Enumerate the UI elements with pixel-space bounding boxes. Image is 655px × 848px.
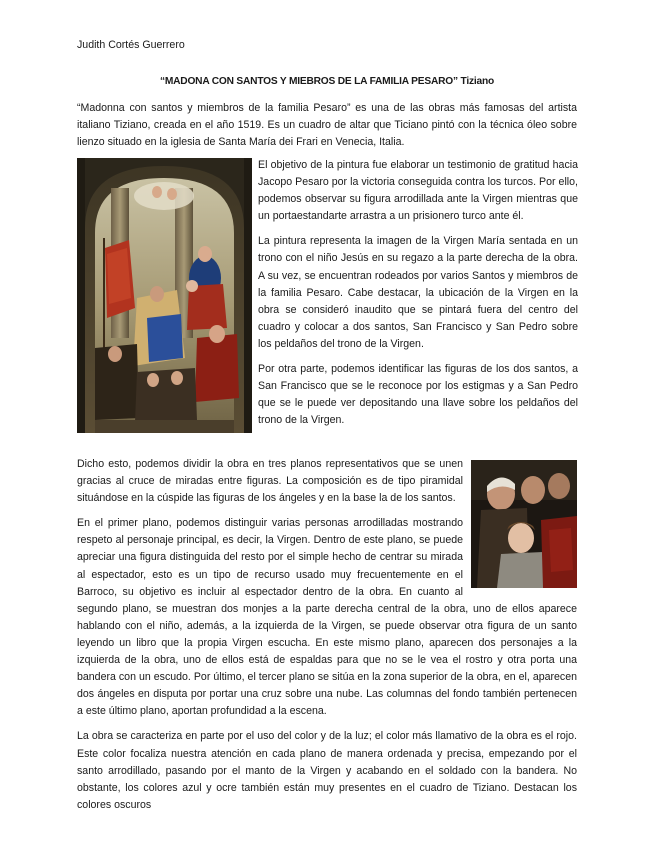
document-title: “MADONA CON SANTOS Y MIEBROS DE LA FAMILIA PESARO” Tiziano <box>159 76 495 87</box>
paragraph-saints: Por otra parte, podemos identificar las figuras de los dos santos, a San Francisco que se le reconoce por los estigmas y a San Pedro que se le puede ver depositando una llave sobre los peldaños del trono de la Virgen. <box>258 363 578 427</box>
right-column-text <box>258 157 578 429</box>
lower-text-block <box>77 456 577 814</box>
intro-paragraph-block <box>77 100 577 151</box>
pesaro-altarpiece-image <box>77 158 252 433</box>
painting-detail-image-wrapper <box>471 460 577 588</box>
author-name: Judith Cortés Guerrero <box>77 39 185 51</box>
paragraph-objective: El objetivo de la pintura fue elaborar un testimonio de gratitud hacia Jacopo Pesaro por la victoria conseguida contra los turcos. Por ello, podemos observar su figura arrodillada ante la Virgen mientras que un portaestandarte arrastra a un prisionero turco ante él. <box>258 159 578 223</box>
painting-detail-image <box>471 460 577 588</box>
paragraph-color: La obra se caracteriza en parte por el uso del color y de la luz; el color más llamativo de la obra es el rojo. Este color focaliza nuestra atención en cada plano de manera ordenada y precisa, empezando por el santo arrodillado, pasando por el manto de la Virgen y acabando en el soldado con la bandera. No obstante, los colores azul y ocre también están muy presentes en el cuadro de Tiziano. Destacan los colores oscuros <box>77 730 577 811</box>
paragraph-planes: Dicho esto, podemos dividir la obra en tres planos representativos que se unen gracias al cruce de miradas entre figuras. La composición es de tipo piramidal situándose en la cúspide las figuras de los ángeles y en la base la de los santos. <box>77 458 463 505</box>
paragraph-first-plane: En el primer plano, podemos distinguir varias personas arrodilladas mostrando respeto al personaje principal, es decir, la Virgen. Dentro de este plano, se puede apreciar una figura distinguida del resto por el simple hecho de centrar su mirada al espectador, esto es un tipo de recurso usado muy frecuentemente en el Barroco, su objetivo es incluir al espectador dentro de la obra. En cuanto al segundo plano, se muestran dos monjes a la parte derecha central de la obra, uno de ellos aparece hablando con el niño, además, a la izquierda de la Virgen, se puede observar otra figura de un santo leyendo un libro que la propia Virgen escucha. En este mismo plano, aparecen dos personajes a la izquierda de la obra, uno de ellos está de espaldas para que no se le vea el rostro y otra porta una bandera con un escudo. Por último, el tercer plano se sitúa en la zona superior de la obra, en el, aparecen dos ángeles en disputa por portar una cruz sobre una nube. Las columnas del fondo también pertenecen a este último plano, aportan profundidad a la escena. <box>77 517 577 718</box>
intro-paragraph: “Madonna con santos y miembros de la familia Pesaro” es una de las obras más famosas del artista italiano Tiziano, creada en el año 1519. Es un cuadro de altar que Ticiano pintó con la técnica óleo sobre lienzo situado en la iglesia de Santa María dei Frari en Venecia, Italia. <box>77 102 577 149</box>
paragraph-representation: La pintura representa la imagen de la Virgen María sentada en un trono con el niño Jesús en su regazo a la parte derecha de la obra. A su vez, se encuentran rodeados por varios Santos y miembros de la familia Pesaro. Cabe destacar, la ubicación de la Virgen en la obra se consideró inaudito que se pintará fuera del centro del cuadro y colocar a dos santos, San Francisco y San Pedro sobre los peldaños del trono de la Virgen. <box>258 235 578 350</box>
